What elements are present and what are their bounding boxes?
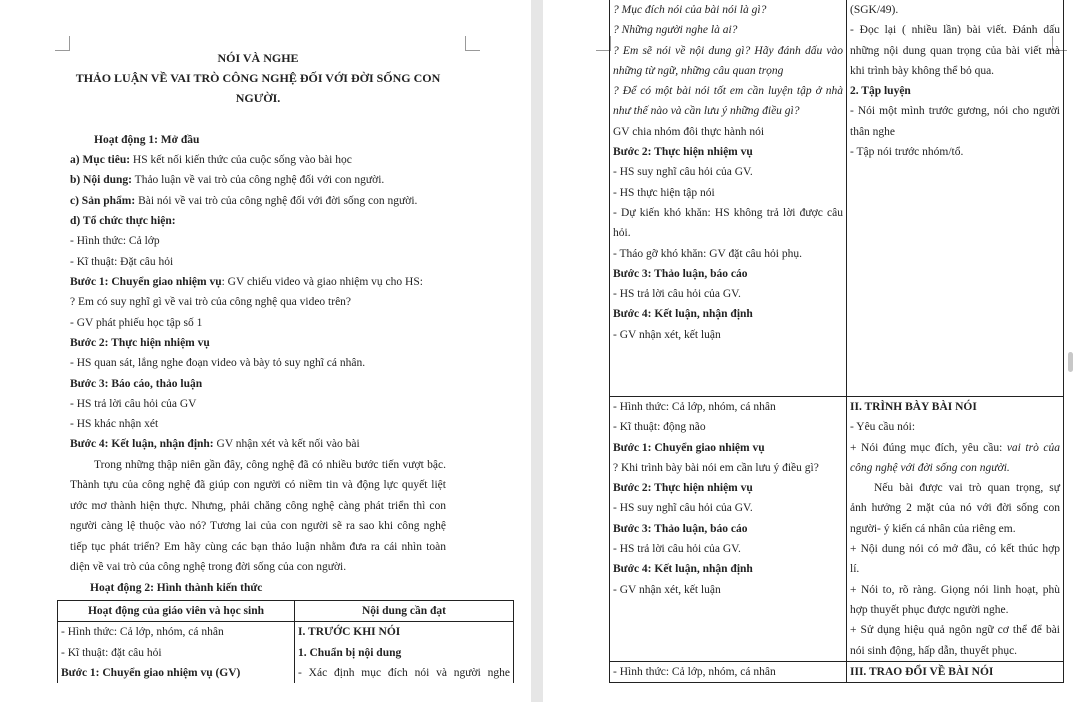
table-row [58, 622, 514, 683]
activity-table-continued [609, 0, 1064, 683]
table-cell: - Hình thức: Cả lớp, nhóm, cá nhân - Kĩ thuật: đặt câu hỏi Bước 1: Chuyển giao nhiệm vụ (GV) [58, 622, 295, 683]
body-line: - Kĩ thuật: Đặt câu hỏi [70, 256, 174, 268]
doc-title-line: NGƯỜI. [235, 91, 281, 105]
document-page-right [543, 0, 1075, 702]
body-line: - HS trả lời câu hỏi của GV [70, 398, 197, 410]
body-line: a) Mục tiêu: HS kết nối kiến thức của cuộc sống vào bài học [70, 154, 352, 166]
table-cell: II. TRÌNH BÀY BÀI NÓI - Yêu cầu nói: + Nói đúng mục đích, yêu cầu: vai trò của công nghệ với đời sống con người. Nếu bài được vai trò quan trọng, sự ảnh hưởng 2 mặt của nó với đời sống con người- ý kiến cá nhân của riêng em. + Nội dung nói có mở đầu, có kết thúc hợp lí. + Nói to, rõ ràng. Giọng nói linh hoạt, phù hợp thuyết phục được người nghe. + Sử dụng hiệu quả ngôn ngữ cơ thể để bài nói sinh động, hấp dẫn, thuyết phục. [847, 397, 1064, 662]
table-cell: ? Mục đích nói của bài nói là gì? ? Những người nghe là ai? ? Em sẽ nói về nội dung gì? Hãy đánh dấu vào những từ ngữ, những câu quan trọng ? Để có một bài nói tốt em cần luyện tập ở nhà như thế nào và cần lưu ý những điều gì? GV chia nhóm đôi thực hành nói Bước 2: Thực hiện nhiệm vụ - HS suy nghĩ câu hỏi của GV. - HS thực hiện tập nói - Dự kiến khó khăn: HS không trả lời được câu hỏi. - Tháo gỡ khó khăn: GV đặt câu hỏi phụ. Bước 3: Thảo luận, báo cáo - HS trả lời câu hỏi của GV. Bước 4: Kết luận, nhận định - GV nhận xét, kết luận [610, 0, 847, 397]
table-cell: - Hình thức: Cả lớp, nhóm, cá nhân [610, 661, 847, 682]
body-line: Bước 3: Báo cáo, thảo luận [70, 378, 203, 390]
paragraph-line: diện về vai trò của công nghệ trong đời sống của con người. [70, 561, 347, 573]
activity-table [57, 600, 514, 683]
paragraph-line: Thành tựu của công nghệ đã giúp con người có niềm tin và động lực quyết liệt [70, 479, 446, 491]
paragraph-line: người càng lệ thuộc vào nó? Tương lai của con người sẽ ra sao khi công nghệ [70, 520, 446, 532]
paragraph-line: ước mơ thành hiện thực. Nhưng, phải chăng công nghệ càng phát triển thì con [70, 500, 446, 512]
paragraph-line: Trong những thập niên gần đây, công nghệ đã có nhiều bước tiến vượt bậc. [94, 459, 446, 471]
body-line: - HS quan sát, lắng nghe đoạn video và bày tỏ suy nghĩ cá nhân. [70, 357, 366, 369]
table-header-cell: Hoạt động của giáo viên và học sinh [58, 601, 295, 622]
table-row [610, 397, 1064, 662]
table-cell: III. TRAO ĐỔI VỀ BÀI NÓI [847, 661, 1064, 682]
body-line: b) Nội dung: Thảo luận về vai trò của công nghệ đối với con người. [70, 174, 385, 186]
table-cell: (SGK/49). - Đọc lại ( nhiều lần) bài viết. Đánh dấu những nội dung quan trọng của bài viết mà khi trình bày không thể bỏ qua. 2. Tập luyện - Nói một mình trước gương, nói cho người thân nghe - Tập nói trước nhóm/tổ. [847, 0, 1064, 397]
body-line: - Hình thức: Cả lớp [70, 235, 160, 247]
scrollbar-handle[interactable] [1068, 352, 1073, 372]
doc-title-line: THẢO LUẬN VỀ VAI TRÒ CÔNG NGHỆ ĐỐI VỚI ĐỜI SỐNG CON [75, 71, 441, 85]
body-line: Bước 2: Thực hiện nhiệm vụ [70, 337, 210, 349]
document-page-left [0, 0, 531, 702]
table-row [610, 0, 1064, 397]
body-line: ? Em có suy nghĩ gì về vai trò của công nghệ qua video trên? [70, 296, 352, 308]
table-header-row [58, 601, 514, 622]
body-line: Bước 1: Chuyển giao nhiệm vụ: GV chiếu video và giao nhiệm vụ cho HS: [70, 276, 423, 288]
activity-2-heading: Hoạt động 2: Hình thành kiến thức [90, 582, 263, 594]
body-line: c) Sản phẩm: Bài nói về vai trò của công nghệ đối với đời sống con người. [70, 195, 418, 207]
table-row [610, 661, 1064, 682]
body-line: - GV phát phiếu học tập số 1 [70, 317, 203, 329]
activity-1-heading: Hoạt động 1: Mở đầu [94, 134, 200, 146]
body-line: Bước 4: Kết luận, nhận định: GV nhận xét và kết nối vào bài [70, 438, 360, 450]
table-header-cell: Nội dung cần đạt [295, 601, 514, 622]
doc-title-line: NÓI VÀ NGHE [217, 51, 299, 65]
paragraph-line: tiếp tục phát triển? Em hãy cùng các bạn thảo luận nhằm đưa ra cái nhìn toàn [70, 541, 446, 553]
table-cell: I. TRƯỚC KHI NÓI 1. Chuẩn bị nội dung - Xác định mục đích nói và người nghe [295, 622, 514, 683]
body-line: - HS khác nhận xét [70, 418, 159, 430]
body-line: d) Tổ chức thực hiện: [70, 215, 176, 227]
table-cell: - Hình thức: Cả lớp, nhóm, cá nhân - Kĩ thuật: động não Bước 1: Chuyển giao nhiệm vụ ? Khi trình bày bài nói em cần lưu ý điều gì? Bước 2: Thực hiện nhiệm vụ - HS suy nghĩ câu hỏi của GV. Bước 3: Thảo luận, báo cáo - HS trả lời câu hỏi của GV. Bước 4: Kết luận, nhận định - GV nhận xét, kết luận [610, 397, 847, 662]
